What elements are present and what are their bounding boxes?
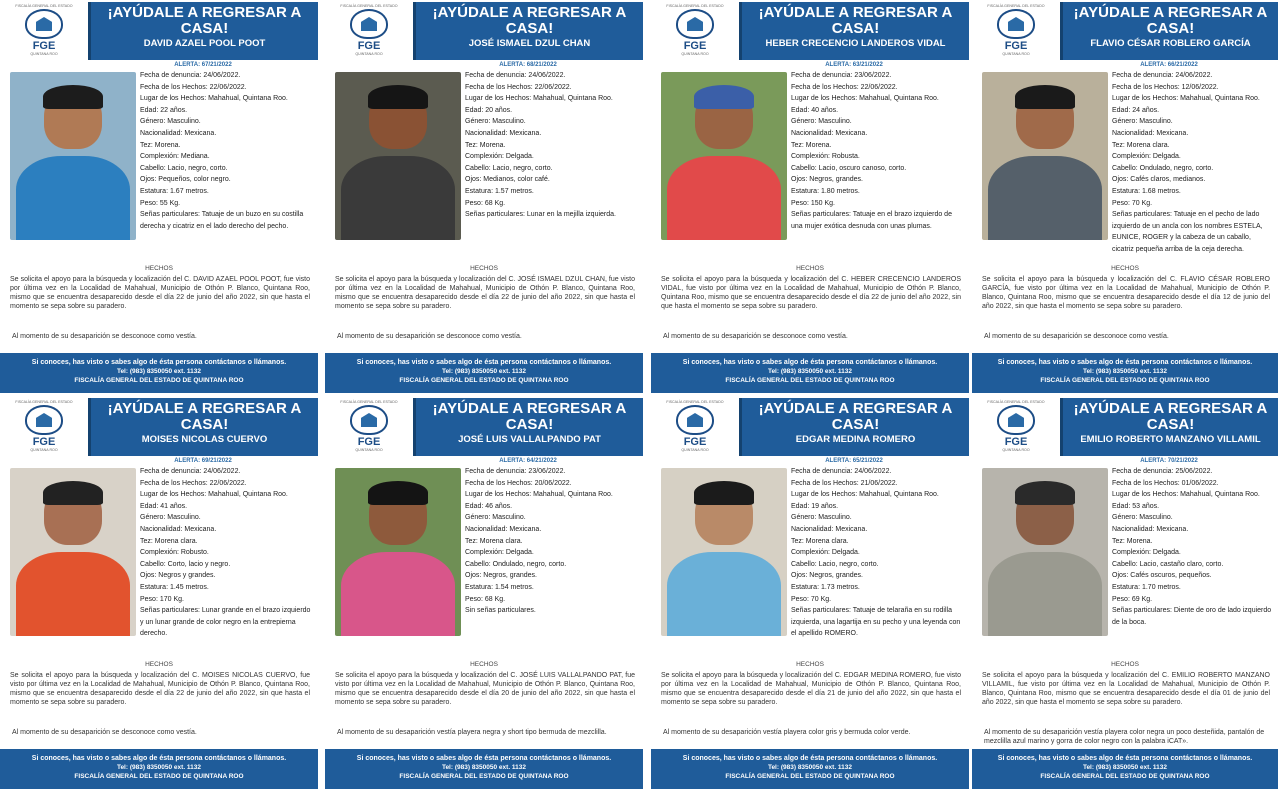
detail-line: Peso: 70 Kg. <box>1112 199 1153 207</box>
detail-line: Ojos: Negros, grandes. <box>791 572 863 580</box>
detail-line: Lugar de los Hechos: Mahahual, Quintana Roo. <box>140 95 288 103</box>
detail-line: Lugar de los Hechos: Mahahual, Quintana Roo. <box>465 491 613 499</box>
logo-sub-text: QUINTANA ROO <box>1002 448 1030 452</box>
logo-text: FGE <box>1004 40 1028 52</box>
contact-footer <box>972 749 1278 789</box>
detail-line: Estatura: 1.57 metros. <box>465 187 534 195</box>
photo-shirt <box>341 552 454 636</box>
photo-shirt <box>988 552 1101 636</box>
detail-line: Cabello: Lacio, negro, corto. <box>465 164 553 172</box>
detail-line: Tez: Morena. <box>1112 537 1153 545</box>
clothing-text: Al momento de su desaparición se desconoce como vestía. <box>12 333 197 340</box>
person-photo <box>661 72 787 240</box>
footer-phone: Tel: (983) 8350050 ext. 1132 <box>1082 368 1168 375</box>
detail-line: Género: Masculino. <box>791 514 852 522</box>
footer-phone: Tel: (983) 8350050 ext. 1132 <box>116 368 202 375</box>
clothing-text: Al momento de su desaparición vestía playera negra y short tipo bermuda de mezclilla. <box>337 729 607 736</box>
missing-person-card-2 <box>325 0 645 395</box>
logo-top-text: FISCALÍA GENERAL DEL ESTADO <box>15 4 73 8</box>
hechos-text: Se solicita el apoyo para la búsqueda y localización del C. JOSÉ LUIS VALLALPANDO PAT, fue visto por última vez en la Localidad de Mahahual, Municipio de Othón P. Blanco, Quintana Roo, mismo que se encuentra desaparecido desde el día 20 de junio del año 2022, sin que hasta el momento se sepa sobre su paradero. <box>335 672 635 706</box>
detail-line: Complexión: Delgada. <box>465 153 534 161</box>
detail-line: Nacionalidad: Mexicana. <box>791 129 868 137</box>
detail-line: Fecha de los Hechos: 22/06/2022. <box>465 83 572 91</box>
person-photo <box>335 72 461 240</box>
detail-line: Lugar de los Hechos: Mahahual, Quintana Roo. <box>791 95 939 103</box>
footer-agency: FISCALÍA GENERAL DEL ESTADO DE QUINTANA ROO <box>399 377 569 384</box>
person-photo <box>982 468 1108 636</box>
detail-line: Edad: 19 años. <box>791 502 839 510</box>
photo-hair <box>368 85 428 109</box>
logo-sub-text: QUINTANA ROO <box>681 448 709 452</box>
hechos-label: HECHOS <box>145 265 173 272</box>
footer-agency: FISCALÍA GENERAL DEL ESTADO DE QUINTANA ROO <box>1040 377 1210 384</box>
footer-contact-line: Si conoces, has visto o sabes algo de ésta persona contáctanos o llámanos. <box>31 755 287 762</box>
detail-line: Estatura: 1.68 metros. <box>1112 187 1181 195</box>
detail-line: Tez: Morena clara. <box>465 537 523 545</box>
hechos-text: Se solicita el apoyo para la búsqueda y localización del C. EDGAR MEDINA ROMERO, fue visto por última vez en la Localidad de Mahahual, Municipio de Othón P. Blanco, Quintana Roo, mismo que se encuentra desaparecido desde el día 21 de junio del año 2022, sin que hasta el momento se sepa sobre su paradero. <box>661 672 961 706</box>
photo-hair <box>43 85 103 109</box>
detail-line: Edad: 41 años. <box>140 502 188 510</box>
hechos-label: HECHOS <box>145 661 173 668</box>
footer-agency: FISCALÍA GENERAL DEL ESTADO DE QUINTANA ROO <box>74 377 244 384</box>
detail-line: Edad: 40 años. <box>791 106 839 114</box>
person-name: EDGAR MEDINA ROMERO <box>795 434 916 445</box>
photo-shirt <box>667 156 780 240</box>
logo-top-text: FISCALÍA GENERAL DEL ESTADO <box>987 400 1045 404</box>
logo-text: FGE <box>357 40 381 52</box>
detail-line: Tez: Morena. <box>465 141 506 149</box>
header-banner <box>413 2 643 60</box>
person-details <box>140 70 314 232</box>
footer-phone: Tel: (983) 8350050 ext. 1132 <box>767 368 853 375</box>
missing-person-card-6 <box>325 396 645 791</box>
alert-number: ALERTA: 69/21/2022 <box>174 458 232 464</box>
banner-title: ¡AYÚDALE A REGRESAR A CASA! <box>1073 400 1268 433</box>
person-details <box>465 70 639 221</box>
detail-line: Lugar de los Hechos: Mahahual, Quintana Roo. <box>1112 491 1260 499</box>
detail-line: Lugar de los Hechos: Mahahual, Quintana Roo. <box>140 491 288 499</box>
footer-agency: FISCALÍA GENERAL DEL ESTADO DE QUINTANA ROO <box>74 773 244 780</box>
photo-hair <box>1015 481 1075 505</box>
alert-number: ALERTA: 68/21/2022 <box>499 62 557 68</box>
footer-agency: FISCALÍA GENERAL DEL ESTADO DE QUINTANA ROO <box>725 377 895 384</box>
hechos-text: Se solicita el apoyo para la búsqueda y localización del C. HEBER CRECENCIO LANDEROS VIDAL, fue visto por última vez en la Localidad de Mahahual, Municipio de Othón P. Blanco, Quintana Roo, mismo que se encuentra desaparecido desde el día 22 de junio del año 2022, sin que hasta el momento se sepa sobre su paradero. <box>661 276 961 310</box>
clothing-text: Al momento de su desaparición vestía playera color negra un poco desteñida, pantalón de mezclilla azul marino y gorra de color negro con la palabra iCAT». <box>984 729 1265 745</box>
detail-line: Peso: 170 Kg. <box>140 595 184 603</box>
detail-line: Género: Masculino. <box>140 514 201 522</box>
person-name: EMILIO ROBERTO MANZANO VILLAMIL <box>1080 434 1261 445</box>
footer-phone: Tel: (983) 8350050 ext. 1132 <box>767 764 853 771</box>
header-banner <box>88 2 318 60</box>
alert-number: ALERTA: 67/21/2022 <box>174 62 232 68</box>
photo-hair <box>368 481 428 505</box>
banner-title: ¡AYÚDALE A REGRESAR A CASA! <box>432 400 627 433</box>
photo-hair <box>694 85 754 109</box>
hechos-text: Se solicita el apoyo para la búsqueda y localización del C. FLAVIO CÉSAR ROBLERO GARCÍA, fue visto por última vez en la Localidad de Mahahual, Municipio de Othón P. Blanco, Quintana Roo, mismo que se encuentra desaparecido desde el día 12 de junio del año 2022, sin que hasta el momento se sepa sobre su paradero. <box>982 276 1270 310</box>
detail-line: Cabello: Lacio, castaño claro, corto. <box>1112 560 1224 568</box>
hechos-label: HECHOS <box>1111 265 1139 272</box>
detail-line: Nacionalidad: Mexicana. <box>140 525 217 533</box>
detail-line: Complexión: Robusta. <box>791 153 860 161</box>
person-photo <box>10 72 136 240</box>
clothing-text: Al momento de su desaparición se desconoce como vestía. <box>12 729 197 736</box>
detail-line: Fecha de denuncia: 24/06/2022. <box>140 72 241 79</box>
detail-line: Fecha de denuncia: 24/06/2022. <box>1112 72 1213 79</box>
fge-logo <box>337 4 401 62</box>
footer-contact-line: Si conoces, has visto o sabes algo de ésta persona contáctanos o llámanos. <box>997 755 1253 762</box>
photo-shirt <box>667 552 780 636</box>
detail-line: Complexión: Delgada. <box>791 549 860 557</box>
contact-footer <box>325 353 643 393</box>
emblem-icon <box>25 405 63 435</box>
photo-shirt <box>988 156 1101 240</box>
detail-line: Cabello: Lacio, oscuro canoso, corto. <box>791 164 907 172</box>
missing-person-card-1 <box>0 0 320 395</box>
detail-line: Peso: 69 Kg. <box>1112 595 1153 603</box>
detail-line: Señas particulares: Diente de oro de lado izquierdo de la boca. <box>1112 607 1272 626</box>
photo-hair <box>1015 85 1075 109</box>
detail-line: Edad: 22 años. <box>140 106 188 114</box>
missing-person-card-4 <box>972 0 1280 395</box>
footer-agency: FISCALÍA GENERAL DEL ESTADO DE QUINTANA ROO <box>399 773 569 780</box>
logo-top-text: FISCALÍA GENERAL DEL ESTADO <box>15 400 73 404</box>
footer-contact-line: Si conoces, has visto o sabes algo de ésta persona contáctanos o llámanos. <box>356 755 612 762</box>
logo-top-text: FISCALÍA GENERAL DEL ESTADO <box>666 400 724 404</box>
clothing-text: Al momento de su desaparición vestía playera color gris y bermuda color verde. <box>663 729 911 736</box>
person-photo <box>982 72 1108 240</box>
person-name: JOSÉ LUIS VALLALPANDO PAT <box>458 434 601 445</box>
photo-shirt <box>16 552 129 636</box>
person-photo <box>335 468 461 636</box>
detail-line: Ojos: Negros, grandes. <box>791 176 863 184</box>
detail-line: Estatura: 1.70 metros. <box>1112 583 1181 591</box>
detail-line: Peso: 70 Kg. <box>791 595 832 603</box>
detail-line: Tez: Morena. <box>140 141 181 149</box>
footer-phone: Tel: (983) 8350050 ext. 1132 <box>441 368 527 375</box>
detail-line: Estatura: 1.67 metros. <box>140 187 209 195</box>
detail-line: Género: Masculino. <box>465 514 526 522</box>
detail-line: Cabello: Corto, lacio y negro. <box>140 560 231 568</box>
header-banner <box>88 398 318 456</box>
hechos-text: Se solicita el apoyo para la búsqueda y localización del C. DAVID AZAEL POOL POOT, fue visto por última vez en la Localidad de Mahahual, Municipio de Othón P. Blanco, Quintana Roo, mismo que se encuentra desaparecido desde el día 22 de junio del año 2022, sin que hasta el momento se sepa sobre su paradero. <box>10 276 310 310</box>
detail-line: Edad: 53 años. <box>1112 502 1160 510</box>
logo-text: FGE <box>32 436 56 448</box>
detail-line: Nacionalidad: Mexicana. <box>465 129 542 137</box>
logo-sub-text: QUINTANA ROO <box>30 448 58 452</box>
detail-line: Complexión: Delgada. <box>465 549 534 557</box>
detail-line: Fecha de denuncia: 23/06/2022. <box>791 72 892 79</box>
logo-sub-text: QUINTANA ROO <box>681 52 709 56</box>
logo-top-text: FISCALÍA GENERAL DEL ESTADO <box>340 400 398 404</box>
footer-contact-line: Si conoces, has visto o sabes algo de ésta persona contáctanos o llámanos. <box>356 359 612 366</box>
logo-sub-text: QUINTANA ROO <box>355 52 383 56</box>
logo-top-text: FISCALÍA GENERAL DEL ESTADO <box>666 4 724 8</box>
detail-line: Fecha de denuncia: 23/06/2022. <box>465 468 566 475</box>
person-photo <box>10 468 136 636</box>
missing-person-card-7 <box>651 396 971 791</box>
emblem-icon <box>25 9 63 39</box>
detail-line: Fecha de los Hechos: 22/06/2022. <box>140 479 247 487</box>
detail-line: Señas particulares: Tatuaje en el brazo izquierdo de una mujer exótica desnuda con unas plumas. <box>791 211 952 230</box>
photo-shirt <box>341 156 454 240</box>
hechos-label: HECHOS <box>796 661 824 668</box>
photo-shirt <box>16 156 129 240</box>
emblem-icon <box>350 405 388 435</box>
detail-line: Señas particulares: Tatuaje de un buzo en su costilla derecha y cicatriz en el lado derecho del pecho. <box>140 211 304 230</box>
footer-phone: Tel: (983) 8350050 ext. 1132 <box>1082 764 1168 771</box>
banner-title: ¡AYÚDALE A REGRESAR A CASA! <box>107 4 302 37</box>
detail-line: Nacionalidad: Mexicana. <box>1112 129 1189 137</box>
missing-person-card-8 <box>972 396 1280 791</box>
emblem-icon <box>676 405 714 435</box>
contact-footer <box>0 353 318 393</box>
header-banner <box>1060 398 1278 456</box>
detail-line: Peso: 68 Kg. <box>465 595 506 603</box>
detail-line: Edad: 46 años. <box>465 502 513 510</box>
logo-text: FGE <box>683 436 707 448</box>
person-name: MOISES NICOLAS CUERVO <box>141 434 268 445</box>
logo-sub-text: QUINTANA ROO <box>355 448 383 452</box>
emblem-icon <box>997 405 1035 435</box>
detail-line: Cabello: Ondulado, negro, corto. <box>1112 164 1214 172</box>
header-banner <box>413 398 643 456</box>
person-details <box>1112 466 1274 628</box>
detail-line: Señas particulares: Lunar en la mejilla izquierda. <box>465 211 616 219</box>
banner-title: ¡AYÚDALE A REGRESAR A CASA! <box>107 400 302 433</box>
alert-number: ALERTA: 66/21/2022 <box>1140 62 1198 68</box>
hechos-label: HECHOS <box>470 265 498 272</box>
detail-line: Estatura: 1.45 metros. <box>140 583 209 591</box>
hechos-text: Se solicita el apoyo para la búsqueda y localización del C. MOISES NICOLAS CUERVO, fue visto por última vez en la Localidad de Mahahual, Municipio de Othón P. Blanco, Quintana Roo, mismo que se encuentra desaparecido desde el día 22 de junio del año 2022, sin que hasta el momento se sepa sobre su paradero. <box>10 672 310 706</box>
contact-footer <box>651 749 969 789</box>
detail-line: Complexión: Mediana. <box>140 153 210 161</box>
logo-sub-text: QUINTANA ROO <box>1002 52 1030 56</box>
detail-line: Fecha de los Hechos: 20/06/2022. <box>465 479 572 487</box>
fge-logo <box>984 400 1048 458</box>
detail-line: Ojos: Cafés oscuros, pequeños. <box>1112 572 1212 580</box>
detail-line: Ojos: Cafés claros, medianos. <box>1112 176 1206 184</box>
alert-number: ALERTA: 63/21/2022 <box>825 62 883 68</box>
contact-footer <box>0 749 318 789</box>
detail-line: Género: Masculino. <box>1112 118 1173 126</box>
detail-line: Estatura: 1.73 metros. <box>791 583 860 591</box>
emblem-icon <box>350 9 388 39</box>
fge-logo <box>984 4 1048 62</box>
detail-line: Género: Masculino. <box>465 118 526 126</box>
logo-top-text: FISCALÍA GENERAL DEL ESTADO <box>987 4 1045 8</box>
fge-logo <box>337 400 401 458</box>
detail-line: Tez: Morena. <box>791 141 832 149</box>
footer-contact-line: Si conoces, has visto o sabes algo de ésta persona contáctanos o llámanos. <box>682 755 938 762</box>
person-details <box>791 70 965 232</box>
alert-number: ALERTA: 64/21/2022 <box>499 458 557 464</box>
banner-title: ¡AYÚDALE A REGRESAR A CASA! <box>758 400 953 433</box>
person-details <box>140 466 314 640</box>
detail-line: Nacionalidad: Mexicana. <box>791 525 868 533</box>
logo-top-text: FISCALÍA GENERAL DEL ESTADO <box>340 4 398 8</box>
person-name: DAVID AZAEL POOL POOT <box>143 38 266 49</box>
logo-sub-text: QUINTANA ROO <box>30 52 58 56</box>
person-name: FLAVIO CÉSAR ROBLERO GARCÍA <box>1090 38 1251 49</box>
footer-agency: FISCALÍA GENERAL DEL ESTADO DE QUINTANA ROO <box>1040 773 1210 780</box>
detail-line: Ojos: Medianos, color café. <box>465 176 550 184</box>
banner-title: ¡AYÚDALE A REGRESAR A CASA! <box>1073 4 1268 37</box>
footer-contact-line: Si conoces, has visto o sabes algo de ésta persona contáctanos o llámanos. <box>682 359 938 366</box>
detail-line: Edad: 20 años. <box>465 106 513 114</box>
logo-text: FGE <box>357 436 381 448</box>
detail-line: Fecha de denuncia: 24/06/2022. <box>465 72 566 79</box>
contact-footer <box>651 353 969 393</box>
clothing-text: Al momento de su desaparición se desconoce como vestía. <box>663 333 848 340</box>
fge-logo <box>663 400 727 458</box>
contact-footer <box>325 749 643 789</box>
photo-hair <box>694 481 754 505</box>
emblem-icon <box>997 9 1035 39</box>
footer-phone: Tel: (983) 8350050 ext. 1132 <box>441 764 527 771</box>
detail-line: Edad: 24 años. <box>1112 106 1160 114</box>
detail-line: Sin señas particulares. <box>465 607 536 615</box>
detail-line: Peso: 55 Kg. <box>140 199 181 207</box>
detail-line: Fecha de denuncia: 24/06/2022. <box>140 468 241 475</box>
detail-line: Estatura: 1.80 metros. <box>791 187 860 195</box>
detail-line: Género: Masculino. <box>1112 514 1173 522</box>
logo-text: FGE <box>683 40 707 52</box>
clothing-text: Al momento de su desaparición se desconoce como vestía. <box>984 333 1169 340</box>
fge-logo <box>12 400 76 458</box>
footer-contact-line: Si conoces, has visto o sabes algo de ésta persona contáctanos o llámanos. <box>31 359 287 366</box>
detail-line: Nacionalidad: Mexicana. <box>140 129 217 137</box>
hechos-text: Se solicita el apoyo para la búsqueda y localización del C. JOSÉ ISMAEL DZUL CHAN, fue visto por última vez en la Localidad de Mahahual, Municipio de Othón P. Blanco, Quintana Roo, mismo que se encuentra desaparecido desde el día 22 de junio del año 2022, sin que hasta el momento se sepa sobre su paradero. <box>335 276 635 310</box>
footer-contact-line: Si conoces, has visto o sabes algo de ésta persona contáctanos o llámanos. <box>997 359 1253 366</box>
header-banner <box>1060 2 1278 60</box>
alert-number: ALERTA: 70/21/2022 <box>1140 458 1198 464</box>
detail-line: Señas particulares: Lunar grande en el brazo izquierdo y un lunar grande de color negro en la entrepierna derecho. <box>140 607 311 638</box>
detail-line: Nacionalidad: Mexicana. <box>465 525 542 533</box>
detail-line: Señas particulares: Tatuaje en el pecho de lado izquierdo de un ancla con los nombres ESTELA, EUNICE, ROGER y la cabeza de un caballo, cicatriz pequeña arriba de la ceja derecha. <box>1112 211 1263 253</box>
detail-line: Ojos: Negros y grandes. <box>140 572 216 580</box>
detail-line: Tez: Morena clara. <box>140 537 198 545</box>
header-banner <box>739 2 969 60</box>
alert-number: ALERTA: 65/21/2022 <box>825 458 883 464</box>
detail-line: Fecha de los Hechos: 21/06/2022. <box>791 479 898 487</box>
detail-line: Nacionalidad: Mexicana. <box>1112 525 1189 533</box>
person-name: JOSÉ ISMAEL DZUL CHAN <box>468 38 591 49</box>
detail-line: Fecha de los Hechos: 01/06/2022. <box>1112 479 1219 487</box>
missing-person-card-3 <box>651 0 971 395</box>
detail-line: Fecha de los Hechos: 22/06/2022. <box>791 83 898 91</box>
hechos-label: HECHOS <box>796 265 824 272</box>
detail-line: Ojos: Pequeños, color negro. <box>140 176 231 184</box>
detail-line: Peso: 68 Kg. <box>465 199 506 207</box>
missing-person-card-5 <box>0 396 320 791</box>
detail-line: Estatura: 1.54 metros. <box>465 583 534 591</box>
detail-line: Fecha de los Hechos: 12/06/2022. <box>1112 83 1219 91</box>
detail-line: Tez: Morena clara. <box>791 537 849 545</box>
detail-line: Fecha de denuncia: 24/06/2022. <box>791 468 892 475</box>
footer-phone: Tel: (983) 8350050 ext. 1132 <box>116 764 202 771</box>
hechos-text: Se solicita el apoyo para la búsqueda y localización del C. EMILIO ROBERTO MANZANO VILLAMIL, fue visto por última vez en la Localidad de Mahahual, Municipio de Othón P. Blanco, Quintana Roo, mismo que se encuentra desaparecido desde el día 01 de junio del año 2022, sin que hasta el momento se sepa sobre su paradero. <box>982 672 1270 706</box>
person-name: HEBER CRECENCIO LANDEROS VIDAL <box>765 38 946 49</box>
emblem-icon <box>676 9 714 39</box>
detail-line: Peso: 150 Kg. <box>791 199 835 207</box>
clothing-text: Al momento de su desaparición se desconoce como vestía. <box>337 333 522 340</box>
detail-line: Complexión: Robusto. <box>140 549 209 557</box>
detail-line: Género: Masculino. <box>140 118 201 126</box>
detail-line: Señas particulares: Tatuaje de telaraña en su rodilla izquierda, una lagartija en su pecho y una leyenda con el apellido ROMERO. <box>791 607 961 638</box>
fge-logo <box>12 4 76 62</box>
logo-text: FGE <box>32 40 56 52</box>
footer-agency: FISCALÍA GENERAL DEL ESTADO DE QUINTANA ROO <box>725 773 895 780</box>
fge-logo <box>663 4 727 62</box>
detail-line: Género: Masculino. <box>791 118 852 126</box>
banner-title: ¡AYÚDALE A REGRESAR A CASA! <box>432 4 627 37</box>
detail-line: Ojos: Negros, grandes. <box>465 572 537 580</box>
detail-line: Tez: Morena clara. <box>1112 141 1170 149</box>
person-details <box>791 466 965 640</box>
photo-hair <box>43 481 103 505</box>
detail-line: Lugar de los Hechos: Mahahual, Quintana Roo. <box>465 95 613 103</box>
detail-line: Cabello: Lacio, negro, corto. <box>791 560 879 568</box>
detail-line: Complexión: Delgada. <box>1112 153 1181 161</box>
detail-line: Lugar de los Hechos: Mahahual, Quintana Roo. <box>1112 95 1260 103</box>
detail-line: Fecha de los Hechos: 22/06/2022. <box>140 83 247 91</box>
person-details <box>1112 70 1274 256</box>
detail-line: Complexión: Delgada. <box>1112 549 1181 557</box>
detail-line: Cabello: Ondulado, negro, corto. <box>465 560 567 568</box>
detail-line: Cabello: Lacio, negro, corto. <box>140 164 228 172</box>
header-banner <box>739 398 969 456</box>
hechos-label: HECHOS <box>1111 661 1139 668</box>
detail-line: Fecha de denuncia: 25/06/2022. <box>1112 468 1213 475</box>
contact-footer <box>972 353 1278 393</box>
hechos-label: HECHOS <box>470 661 498 668</box>
logo-text: FGE <box>1004 436 1028 448</box>
person-photo <box>661 468 787 636</box>
banner-title: ¡AYÚDALE A REGRESAR A CASA! <box>758 4 953 37</box>
detail-line: Lugar de los Hechos: Mahahual, Quintana Roo. <box>791 491 939 499</box>
person-details <box>465 466 639 617</box>
